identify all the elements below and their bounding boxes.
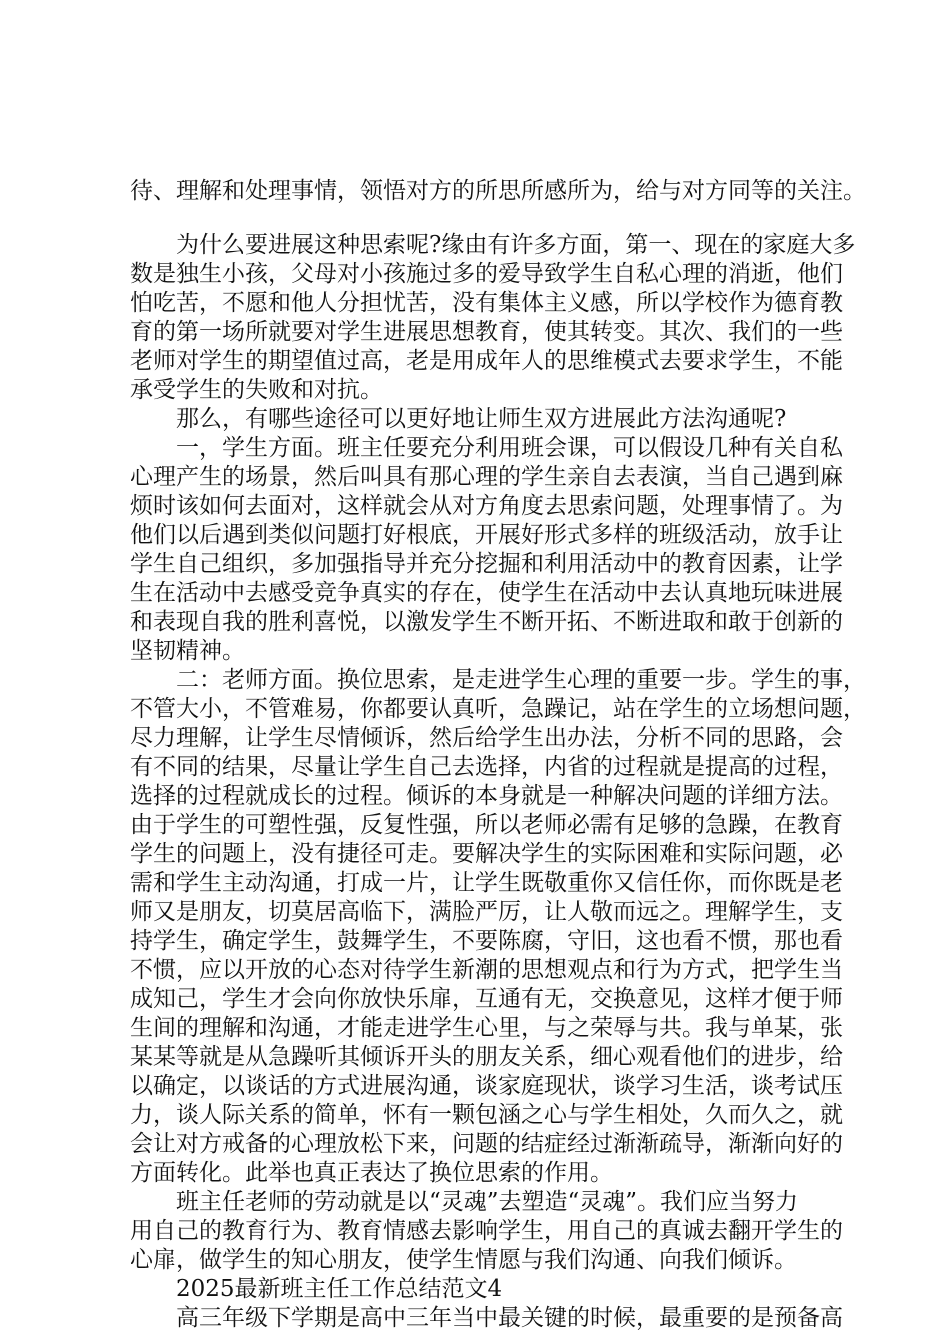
paragraph-line: 他们以后遇到类似问题打好根底，开展好形式多样的班级活动，放手让 — [130, 522, 843, 548]
paragraph-line: 二：老师方面。换位思索，是走进学生心理的重要一步。学生的事， — [176, 667, 866, 693]
paragraph-line: 成知己，学生才会向你放快乐扉，互通有无，交换意见，这样才便于师 — [130, 986, 843, 1012]
paragraph-line: 有不同的结果，尽量让学生自己去选择，内省的过程就是提高的过程， — [130, 754, 843, 780]
paragraph-line: 烦时该如何去面对，这样就会从对方角度去思索问题，处理事情了。为 — [130, 493, 843, 519]
paragraph-line: 育的第一场所就要对学生进展思想教育，使其转变。其次、我们的一些 — [130, 319, 843, 345]
paragraph-line: 承受学生的失败和对抗。 — [130, 377, 383, 403]
paragraph-line: 以确定，以谈话的方式进展沟通，谈家庭现状，谈学习生活，谈考试压 — [130, 1073, 843, 1099]
paragraph-line: 心扉，做学生的知心朋友，使学生情愿与我们沟通、向我们倾诉。 — [130, 1247, 797, 1273]
paragraph-line: 怕吃苦，不愿和他人分担忧苦，没有集体主义感，所以学校作为德育教 — [130, 290, 843, 316]
paragraph-line: 班主任老师的劳动就是以“灵魂”去塑造“灵魂”。我们应当努力 — [176, 1189, 799, 1215]
document-page — [130, 0, 866, 1344]
paragraph-line: 生在活动中去感受竞争真实的存在，使学生在活动中去认真地玩味进展 — [130, 580, 843, 606]
paragraph-line: 不管大小，不管难易，你都要认真听，急躁记，站在学生的立场想问题， — [130, 696, 866, 722]
paragraph-line: 由于学生的可塑性强，反复性强，所以老师必需有足够的急躁，在教育 — [130, 812, 843, 838]
paragraph-line: 生间的理解和沟通，才能走进学生心里，与之荣辱与共。我与单某，张 — [130, 1015, 843, 1041]
paragraph-line: 一，学生方面。班主任要充分利用班会课，可以假设几种有关自私 — [176, 435, 843, 461]
paragraph-line: 和表现自我的胜利喜悦，以激发学生不断开拓、不断进取和敢于创新的 — [130, 609, 843, 635]
paragraph-line: 力，谈人际关系的简单，怀有一颗包涵之心与学生相处，久而久之，就 — [130, 1102, 843, 1128]
section-heading: 2025最新班主任工作总结范文4 — [176, 1276, 503, 1302]
paragraph-line: 选择的过程就成长的过程。倾诉的本身就是一种解决问题的详细方法。 — [130, 783, 843, 809]
paragraph-line: 某某等就是从急躁听其倾诉开头的朋友关系，细心观看他们的进步，给 — [130, 1044, 843, 1070]
paragraph-line: 尽力理解，让学生尽情倾诉，然后给学生出办法，分析不同的思路，会 — [130, 725, 843, 751]
paragraph-line: 会让对方戒备的心理放松下来，问题的结症经过渐渐疏导，渐渐向好的 — [130, 1131, 843, 1157]
paragraph-line: 不惯，应以开放的心态对待学生新潮的思想观点和行为方式，把学生当 — [130, 957, 843, 983]
paragraph-line: 用自己的教育行为、教育情感去影响学生，用自己的真诚去翻开学生的 — [130, 1218, 843, 1244]
paragraph-line: 待、理解和处理事情，领悟对方的所思所感所为，给与对方同等的关注。 — [130, 178, 866, 204]
paragraph-line: 高三年级下学期是高中三年当中最关键的时候，最重要的是预备高 — [176, 1305, 843, 1331]
paragraph-line: 方面转化。此举也真正表达了换位思索的作用。 — [130, 1160, 613, 1186]
paragraph-line: 数是独生小孩，父母对小孩施过多的爱导致学生自私心理的消逝，他们 — [130, 261, 843, 287]
paragraph-line: 坚韧精神。 — [130, 638, 245, 664]
paragraph-line: 师又是朋友，切莫居高临下，满脸严厉，让人敬而远之。理解学生，支 — [130, 899, 843, 925]
paragraph-line: 那么，有哪些途径可以更好地让师生双方进展此方法沟通呢? — [176, 406, 787, 432]
paragraph-line: 学生的问题上，没有捷径可走。要解决学生的实际困难和实际问题，必 — [130, 841, 843, 867]
paragraph-line: 老师对学生的期望值过高，老是用成年人的思维模式去要求学生，不能 — [130, 348, 843, 374]
paragraph-line: 心理产生的场景，然后叫具有那心理的学生亲自去表演，当自己遇到麻 — [130, 464, 843, 490]
paragraph-line: 需和学生主动沟通，打成一片，让学生既敬重你又信任你，而你既是老 — [130, 870, 843, 896]
paragraph-line: 学生自己组织，多加强指导并充分挖掘和利用活动中的教育因素，让学 — [130, 551, 843, 577]
paragraph-line: 持学生，确定学生，鼓舞学生，不要陈腐，守旧，这也看不惯，那也看 — [130, 928, 843, 954]
paragraph-line: 为什么要进展这种思索呢?缘由有许多方面，第一、现在的家庭大多 — [176, 232, 856, 258]
